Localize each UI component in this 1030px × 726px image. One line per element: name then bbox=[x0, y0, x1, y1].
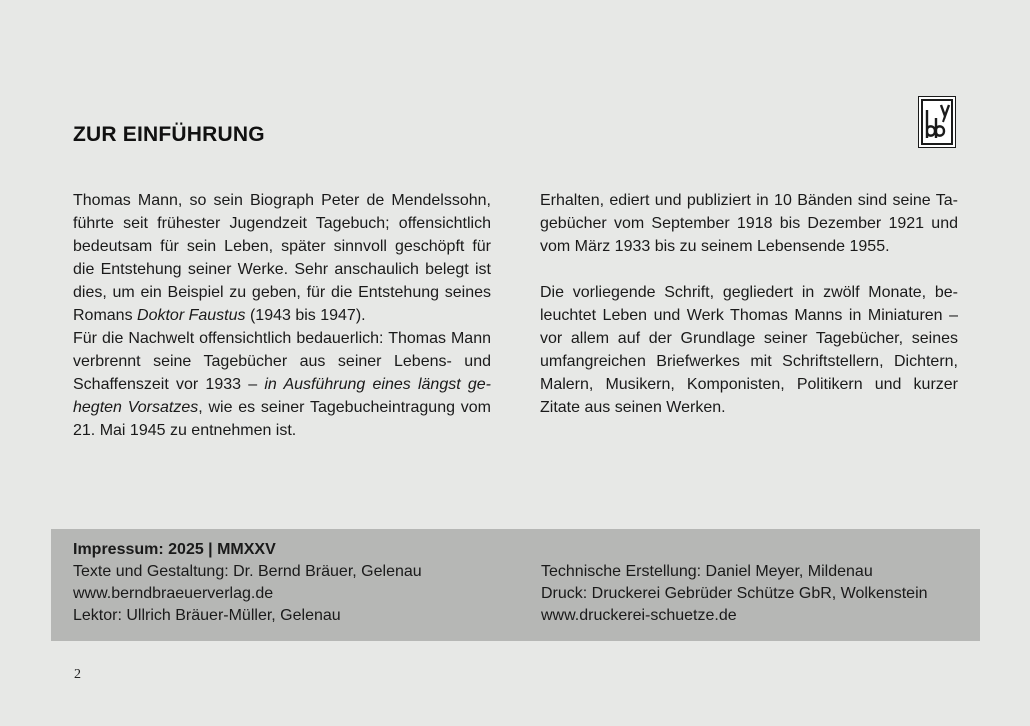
impressum-title: Impressum: 2025 | MMXXV bbox=[73, 541, 276, 558]
intro-text: Thomas Mann, so sein Biograph Peter de Mendelssohn, führte seit frühester Jugendzeit Tagebuch; offensichtlich bedeutsam für sein Leben, später sinnvoll geschöpft für die Entstehung seiner Werke. Sehr anschaulich belegt ist dies, um ein Beispiel zu geben, für die Entstehung seines Romans bbox=[73, 192, 491, 324]
impressum-line: Texte und Gestaltung: Dr. Bernd Bräuer, Gelenau bbox=[73, 563, 422, 580]
publisher-website-link[interactable]: www.berndbraeuerverlag.de bbox=[73, 585, 274, 602]
intro-paragraph-3: Erhalten, ediert und publiziert in 10 Bänden sind seine Tagebücher vom September 1918 bis Dezember 1921 und vom März 1933 bis zu seinem Lebensende 1955. bbox=[540, 192, 958, 255]
intro-text: , wie es seiner Tagebucheintragung vom 21. Mai 1945 zu entnehmen ist. bbox=[73, 399, 491, 439]
intro-text: Für die Nachwelt offensichtlich bedauerlich: Thomas Mann verbrennt seine Tagebücher aus seiner Lebens- und Schaffenszeit vor 1933 – bbox=[73, 330, 491, 393]
impressum-left bbox=[73, 539, 422, 627]
impressum-line: Technische Erstellung: Daniel Meyer, Mildenau bbox=[541, 563, 873, 580]
diary-quote: in Ausführung eines längst gehegten Vorsatzes bbox=[73, 376, 491, 416]
page-number: 2 bbox=[74, 667, 81, 682]
printer-website-link[interactable]: www.druckerei-schuetze.de bbox=[541, 607, 737, 624]
book-title: Doktor Faustus bbox=[137, 307, 246, 324]
intro-left-column bbox=[73, 189, 491, 442]
page-heading: ZUR EINFÜHRUNG bbox=[73, 123, 265, 146]
intro-text: (1943 bis 1947). bbox=[245, 307, 366, 324]
intro-paragraph-4: Die vorliegende Schrift, gegliedert in zwölf Monate, beleuchtet Leben und Werk Thomas Manns in Miniaturen – vor allem auf der Grundlage seiner Tagebücher, seines umfangreichen Briefwerkes mit Schriftstellern, Dichtern, Malern, Musikern, Komponisten, Politikern und kurzer Zitate aus seinen Werken. bbox=[540, 284, 958, 416]
impressum-line: Lektor: Ullrich Bräuer-Müller, Gelenau bbox=[73, 607, 341, 624]
impressum-right bbox=[541, 561, 928, 627]
bbv-publisher-logo-icon bbox=[918, 96, 956, 148]
intro-right-column bbox=[540, 189, 958, 419]
intro-paragraph-2 bbox=[73, 327, 491, 442]
intro-paragraph-1 bbox=[73, 189, 491, 327]
impressum-line: Druck: Druckerei Gebrüder Schütze GbR, Wolkenstein bbox=[541, 585, 928, 602]
impressum-box bbox=[51, 529, 980, 641]
